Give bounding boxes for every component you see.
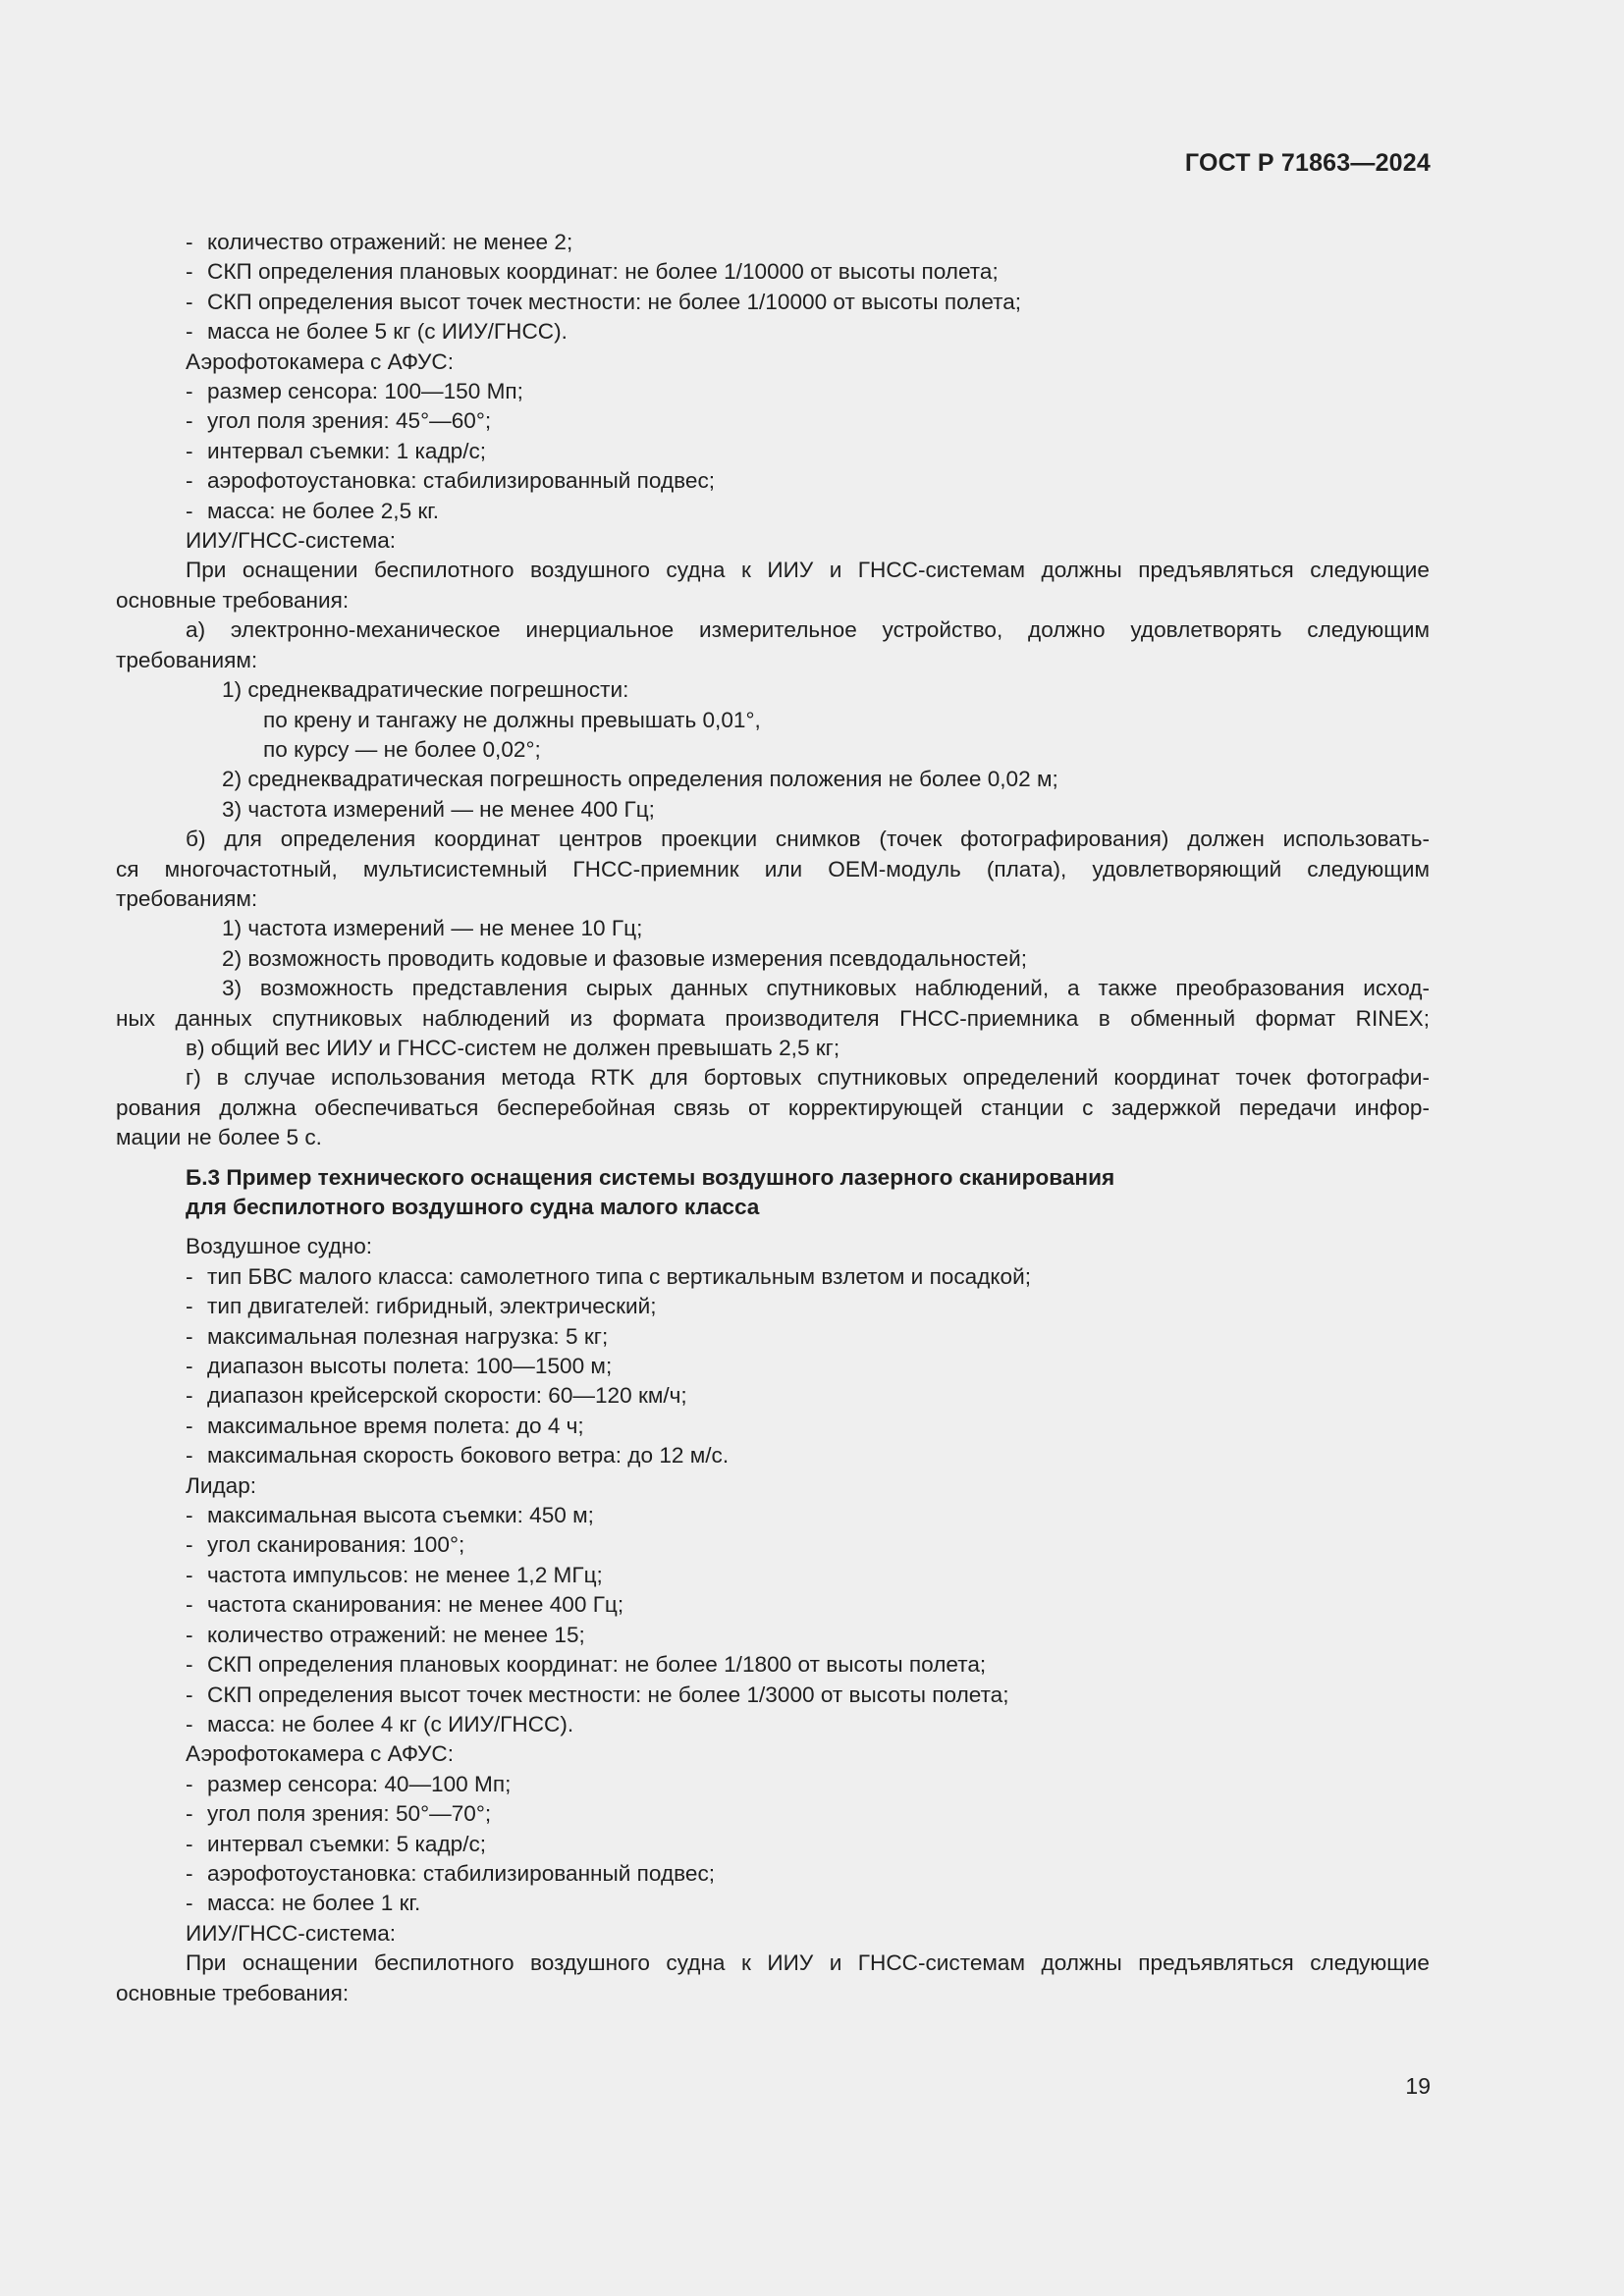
list-item: - СКП определения плановых координат: не более 1/10000 от высоты полета; <box>186 259 999 285</box>
subsection-label: Аэрофотокамера с АФУС: <box>186 1741 455 1767</box>
document-body <box>116 228 1430 2008</box>
list-item: - тип БВС малого класса: самолетного типа с вертикальным взлетом и посадкой; <box>186 1263 1032 1289</box>
sub-item: по крену и тангажу не должны превышать 0,01°, <box>263 707 761 732</box>
list-item: - количество отражений: не менее 2; <box>186 230 573 254</box>
list-item: - количество отражений: не менее 15; <box>186 1622 585 1647</box>
list-item: - частота импульсов: не менее 1,2 МГц; <box>186 1562 603 1587</box>
section-heading: Б.3 Пример технического оснащения системы воздушного лазерного сканирования <box>186 1164 1115 1190</box>
paragraph-line: При оснащении беспилотного воздушного судна к ИИУ и ГНСС-системам должны предъявляться следующие <box>186 558 1430 583</box>
paragraph-line: а) электронно-механическое инерциальное измерительное устройство, должно удовлетворять следующим <box>186 617 1430 643</box>
list-item: - тип двигателей: гибридный, электрический; <box>186 1294 657 1319</box>
numbered-item: 2) среднеквадратическая погрешность определения положения не более 0,02 м; <box>222 767 1058 792</box>
list-item: - масса: не более 4 кг (с ИИУ/ГНСС). <box>186 1711 574 1736</box>
paragraph-line: рования должна обеспечиваться бесперебойная связь от корректирующей станции с задержкой передачи инфор- <box>116 1095 1430 1120</box>
list-item: - СКП определения высот точек местности: не более 1/10000 от высоты полета; <box>186 289 1022 314</box>
numbered-item: 1) частота измерений — не менее 10 Гц; <box>222 916 643 941</box>
sub-item: по курсу — не более 0,02°; <box>263 736 541 762</box>
section-heading: для беспилотного воздушного судна малого класса <box>186 1195 760 1219</box>
list-item: - угол поля зрения: 45°—60°; <box>186 408 492 434</box>
list-item: - аэрофотоустановка: стабилизированный подвес; <box>186 468 716 494</box>
list-item: - масса: не более 2,5 кг. <box>186 498 440 523</box>
list-item: - угол поля зрения: 50°—70°; <box>186 1801 492 1827</box>
list-item: - масса не более 5 кг (с ИИУ/ГНСС). <box>186 319 568 345</box>
paragraph-line: требованиям: <box>116 885 258 911</box>
paragraph-line: ных данных спутниковых наблюдений из формата производителя ГНСС-приемника в обменный формат RINEX; <box>116 1005 1430 1031</box>
subsection-label: ИИУ/ГНСС-система: <box>186 1920 397 1946</box>
paragraph-line: мации не более 5 с. <box>116 1125 322 1150</box>
numbered-item: 1) среднеквадратические погрешности: <box>222 677 629 703</box>
list-item: - размер сенсора: 40—100 Мп; <box>186 1771 512 1796</box>
list-item: - максимальная полезная нагрузка: 5 кг; <box>186 1323 609 1349</box>
list-item: - частота сканирования: не менее 400 Гц; <box>186 1592 624 1618</box>
numbered-item: 3) возможность представления сырых данных спутниковых наблюдений, а также преобразования исход- <box>222 976 1431 1001</box>
numbered-item: 2) возможность проводить кодовые и фазовые измерения псевдодальностей; <box>222 945 1027 971</box>
list-item: - масса: не более 1 кг. <box>186 1891 421 1916</box>
list-item: - угол сканирования: 100°; <box>186 1532 465 1558</box>
list-item: - размер сенсора: 100—150 Мп; <box>186 379 523 404</box>
page-number: 19 <box>1405 2073 1431 2099</box>
list-item: - диапазон крейсерской скорости: 60—120 км/ч; <box>186 1383 687 1409</box>
list-item: - максимальная высота съемки: 450 м; <box>186 1503 594 1528</box>
list-item: - интервал съемки: 1 кадр/с; <box>186 438 487 463</box>
list-item: - диапазон высоты полета: 100—1500 м; <box>186 1354 613 1379</box>
list-item: - максимальное время полета: до 4 ч; <box>186 1413 584 1438</box>
subsection-label: ИИУ/ГНСС-система: <box>186 528 397 554</box>
paragraph-line: основные требования: <box>116 1980 350 2005</box>
subsection-label: Лидар: <box>186 1472 257 1498</box>
paragraph-line: в) общий вес ИИУ и ГНСС-систем не должен превышать 2,5 кг; <box>186 1035 840 1060</box>
document-header: ГОСТ Р 71863—2024 <box>1184 149 1431 177</box>
subsection-label: Аэрофотокамера с АФУС: <box>186 348 455 374</box>
paragraph-line: ся многочастотный, мультисистемный ГНСС-приемник или OEM-модуль (плата), удовлетворяющий следующим <box>116 856 1430 881</box>
numbered-item: 3) частота измерений — не менее 400 Гц; <box>222 796 655 822</box>
list-item: - максимальная скорость бокового ветра: до 12 м/с. <box>186 1443 730 1468</box>
paragraph-line: При оснащении беспилотного воздушного судна к ИИУ и ГНСС-системам должны предъявляться следующие <box>186 1950 1430 1976</box>
paragraph-line: требованиям: <box>116 647 258 672</box>
list-item: - СКП определения плановых координат: не более 1/1800 от высоты полета; <box>186 1652 987 1678</box>
paragraph-line: основные требования: <box>116 587 350 613</box>
paragraph-line: г) в случае использования метода RTK для бортовых спутниковых определений координат точек фотографи- <box>186 1065 1430 1091</box>
list-item: - СКП определения высот точек местности: не более 1/3000 от высоты полета; <box>186 1682 1009 1707</box>
list-item: - интервал съемки: 5 кадр/с; <box>186 1831 487 1856</box>
subsection-label: Воздушное судно: <box>186 1234 373 1259</box>
paragraph-line: б) для определения координат центров проекции снимков (точек фотографирования) должен использовать- <box>186 827 1430 852</box>
list-item: - аэрофотоустановка: стабилизированный подвес; <box>186 1860 716 1886</box>
